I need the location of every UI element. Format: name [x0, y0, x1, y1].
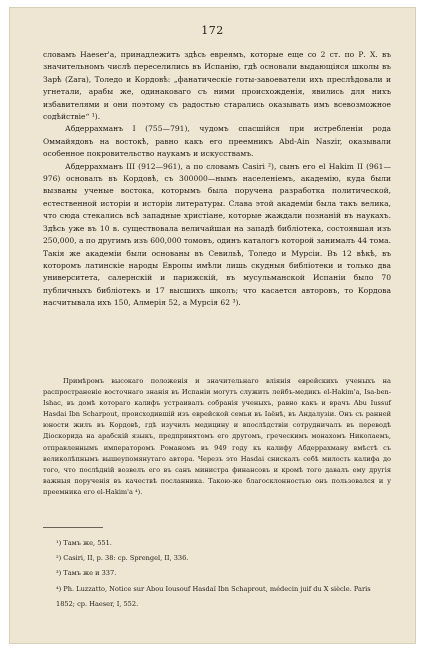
- paragraph: Абдеррахманъ III (912—961), а по словамъ Casiri ²), сынъ его el Hakim II (961—976) основалъ въ Кордовѣ, съ 300000—нымъ населеніемъ, академію, куда были вызваны ученые востока, которымъ была поручена разработка политической, естественной исторіи и исторіи литературы. Слава этой академіи была такъ велика, что сюда стекались всѣ западные христіане, которые жаждали познаній въ наукахъ. Здѣсь уже въ 10 в. существовала величайшая на западѣ библіотека, состоявшая изъ 250,000, а по другимъ изъ 600,000 томовъ, одинъ каталогъ которой занималъ 44 тома. Такія же академіи были основаны въ Севильѣ, Толедо и Мурсіи. Въ 12 вѣкѣ, въ которомъ латинскіе народы Европы имѣли лишь скудныя библіотеки и только два университета, салернскій и парижскій, въ мусульманской Испаніи было 70 публичныхъ библіотекъ и 17 высшихъ школъ; что касается авторовъ, то Кордова насчитывала ихъ 150, Алмерія 52, а Мурсія 62 ³).: [43, 161, 391, 308]
- page-number: 172: [201, 24, 224, 37]
- footnote: ⁴) Ph. Luzzatto, Notice sur Abou Iousouf Hasdaï Ibn Schaprout, médecin juif du X siècle. Paris 1852; ср. Haeser, I, 552.: [56, 584, 371, 608]
- small-print-note: [43, 376, 391, 498]
- footnote: ¹) Тамъ же, 551.: [56, 539, 112, 547]
- paragraph: Абдеррахманъ I (755—791), чудомъ спасшійся при истребленіи рода Оммайядовъ на востокѣ, равно какъ его преемникъ Abd-Ain Naszir, оказывали особенное покровительство наукамъ и искусствамъ.: [43, 124, 391, 159]
- footnote-divider: [43, 527, 103, 528]
- footnote: ³) Тамъ же и 337.: [56, 569, 117, 578]
- paragraph: словамъ Haeser'a, принадлежитъ здѣсь евреямъ, которые еще со 2 ст. по Р. Х. въ значительномъ числѣ переселились въ Испанію, гдѣ основали выдающіяся школы въ Зарѣ (Zara), Толедо и Кордовѣ: „фанатическіе готы-завоеватели ихъ преслѣдовали и угнетали, арабы же, одинаковаго съ ними происхожденія, явились для нихъ избавителями и они поэтому съ радостью старались оказывать имъ всевозможное содѣйствіе“ ¹).: [43, 50, 391, 122]
- footnotes: [56, 536, 391, 612]
- footnote: ²) Casiri, II, p. 38: ср. Sprengel, II, 336.: [56, 554, 189, 563]
- book-page: [9, 7, 416, 644]
- main-text: [43, 49, 391, 310]
- note-paragraph: Примѣромъ высокаго положенія и значительнаго вліянія еврейскихъ ученыхъ на распространеніе восточнаго знанія въ Испаніи могутъ служить лейбъ-медикъ el-Hakim'а, Isa-ben-Ishac, въ домѣ котораго калифъ устраивалъ собранія ученыхъ, равно какъ и врачъ Abu Iussuf Hasdai Ibn Scharpout, происходившій изъ еврейской семьи въ Iaёнѣ, въ Андалузіи. Онъ съ ранней юности жилъ въ Кордовѣ, гдѣ изучилъ медицину и впослѣдствіи сотрудничалъ въ переводѣ Діоскорида на арабскій языкъ, предпринятомъ его другомъ, греческимъ монахомъ Николаемъ, отправленнымъ императоромъ Романомъ въ 949 году къ калифу Абдеррахману вмѣстѣ съ великолѣпнымъ вышеупомянутаго автора. Черезъ это Hasdai снискалъ себѣ милость калифа до того, что послѣдній возвелъ его въ санъ министра финансовъ и кромѣ того давалъ ему другія важныя порученія въ качествѣ посланника. Такою-же благосклонностью онъ пользовался и у преемника его el-Hakim'a ⁴).: [43, 377, 391, 496]
